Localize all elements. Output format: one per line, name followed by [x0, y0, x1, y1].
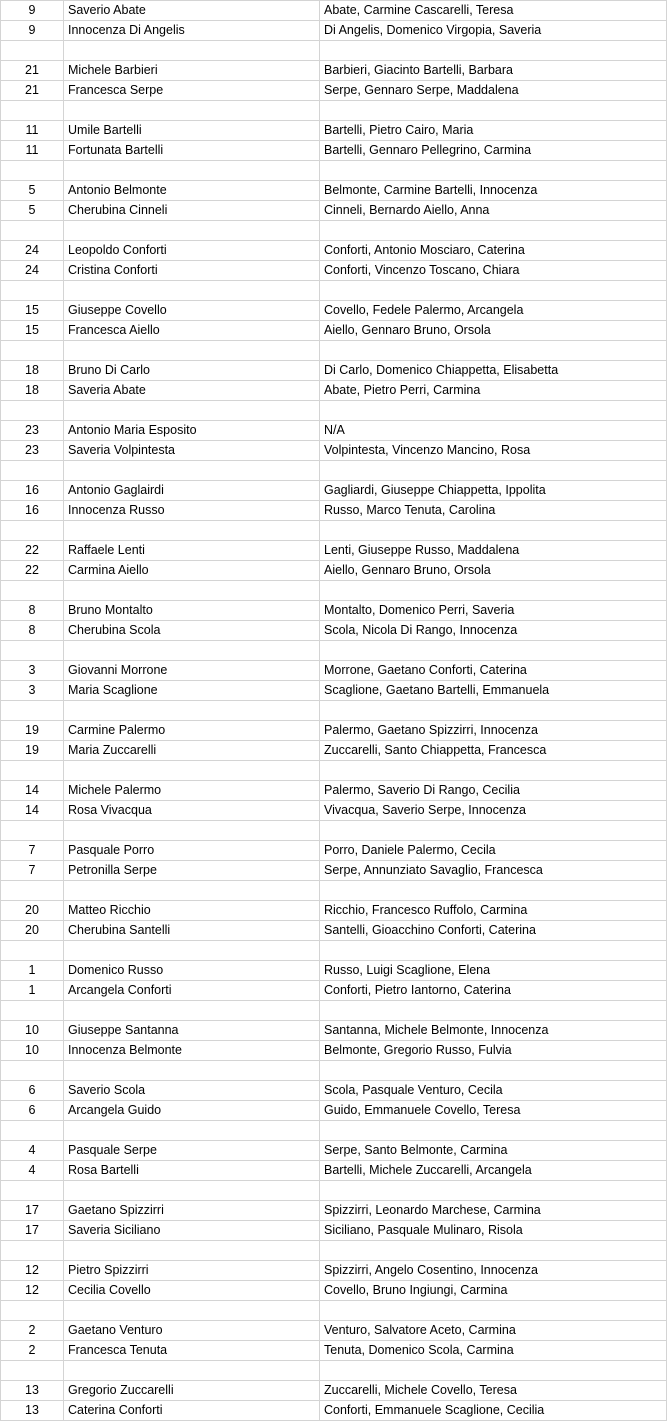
empty-cell[interactable]	[64, 1121, 320, 1141]
record-number-cell[interactable]: 21	[1, 81, 64, 101]
spouse-name-cell[interactable]: Innocenza Belmonte	[64, 1041, 320, 1061]
spouse-name-cell[interactable]: Petronilla Serpe	[64, 861, 320, 881]
record-number-cell[interactable]: 10	[1, 1021, 64, 1041]
parents-cell[interactable]: Santanna, Michele Belmonte, Innocenza	[320, 1021, 667, 1041]
empty-cell[interactable]	[320, 1001, 667, 1021]
empty-separator-row	[1, 1301, 667, 1321]
spouse-name-cell[interactable]: Caterina Conforti	[64, 1401, 320, 1421]
empty-separator-row	[1, 641, 667, 661]
empty-separator-row	[1, 1061, 667, 1081]
record-number-cell[interactable]: 10	[1, 1041, 64, 1061]
spouse-name-cell[interactable]: Arcangela Guido	[64, 1101, 320, 1121]
spouse-name-cell[interactable]: Matteo Ricchio	[64, 901, 320, 921]
spouse-name-cell[interactable]: Pasquale Serpe	[64, 1141, 320, 1161]
spouse-name-cell[interactable]: Rosa Bartelli	[64, 1161, 320, 1181]
empty-cell[interactable]	[64, 1001, 320, 1021]
parents-cell[interactable]: Venturo, Salvatore Aceto, Carmina	[320, 1321, 667, 1341]
empty-cell[interactable]	[1, 821, 64, 841]
empty-cell[interactable]	[320, 1181, 667, 1201]
empty-cell[interactable]	[320, 1301, 667, 1321]
record-number-cell[interactable]: 14	[1, 781, 64, 801]
table-row	[1, 541, 667, 561]
spouse-name-cell[interactable]: Saveria Siciliano	[64, 1221, 320, 1241]
record-number-cell[interactable]: 3	[1, 661, 64, 681]
empty-separator-row	[1, 221, 667, 241]
parents-cell[interactable]: Barbieri, Giacinto Bartelli, Barbara	[320, 61, 667, 81]
empty-cell[interactable]	[64, 461, 320, 481]
parents-cell[interactable]: Lenti, Giuseppe Russo, Maddalena	[320, 541, 667, 561]
parents-cell[interactable]: Palermo, Saverio Di Rango, Cecilia	[320, 781, 667, 801]
record-number-cell[interactable]: 12	[1, 1261, 64, 1281]
parents-cell[interactable]: Zuccarelli, Michele Covello, Teresa	[320, 1381, 667, 1401]
record-number-cell[interactable]: 7	[1, 861, 64, 881]
record-number-cell[interactable]: 11	[1, 121, 64, 141]
record-number-cell[interactable]: 23	[1, 441, 64, 461]
parents-cell[interactable]: Conforti, Antonio Mosciaro, Caterina	[320, 241, 667, 261]
table-row	[1, 1261, 667, 1281]
spouse-name-cell[interactable]: Raffaele Lenti	[64, 541, 320, 561]
empty-cell[interactable]	[320, 1361, 667, 1381]
table-row	[1, 901, 667, 921]
record-number-cell[interactable]: 8	[1, 621, 64, 641]
table-row	[1, 661, 667, 681]
record-number-cell[interactable]: 21	[1, 61, 64, 81]
table-row	[1, 1341, 667, 1361]
empty-separator-row	[1, 41, 667, 61]
spouse-name-cell[interactable]: Antonio Belmonte	[64, 181, 320, 201]
empty-cell[interactable]	[64, 1181, 320, 1201]
record-number-cell[interactable]: 1	[1, 981, 64, 1001]
parents-cell[interactable]: Serpe, Annunziato Savaglio, Francesca	[320, 861, 667, 881]
table-row	[1, 501, 667, 521]
parents-cell[interactable]: Volpintesta, Vincenzo Mancino, Rosa	[320, 441, 667, 461]
parents-cell[interactable]: Covello, Fedele Palermo, Arcangela	[320, 301, 667, 321]
parents-cell[interactable]: Santelli, Gioacchino Conforti, Caterina	[320, 921, 667, 941]
parents-cell[interactable]: Conforti, Pietro Iantorno, Caterina	[320, 981, 667, 1001]
empty-cell[interactable]	[320, 1121, 667, 1141]
spouse-name-cell[interactable]: Giuseppe Santanna	[64, 1021, 320, 1041]
spouse-name-cell[interactable]: Francesca Aiello	[64, 321, 320, 341]
table-row	[1, 621, 667, 641]
empty-cell[interactable]	[64, 641, 320, 661]
table-row	[1, 61, 667, 81]
empty-cell[interactable]	[1, 1181, 64, 1201]
empty-cell[interactable]	[64, 581, 320, 601]
table-row	[1, 201, 667, 221]
record-number-cell[interactable]: 2	[1, 1341, 64, 1361]
empty-separator-row	[1, 161, 667, 181]
empty-cell[interactable]	[1, 221, 64, 241]
table-row	[1, 841, 667, 861]
record-number-cell[interactable]: 17	[1, 1201, 64, 1221]
parents-cell[interactable]: Bartelli, Gennaro Pellegrino, Carmina	[320, 141, 667, 161]
spouse-name-cell[interactable]: Maria Zuccarelli	[64, 741, 320, 761]
empty-cell[interactable]	[1, 881, 64, 901]
table-row	[1, 421, 667, 441]
record-number-cell[interactable]: 14	[1, 801, 64, 821]
record-number-cell[interactable]: 1	[1, 961, 64, 981]
parents-cell[interactable]: Porro, Daniele Palermo, Cecila	[320, 841, 667, 861]
spouse-name-cell[interactable]: Giuseppe Covello	[64, 301, 320, 321]
table-row	[1, 601, 667, 621]
empty-cell[interactable]	[64, 761, 320, 781]
spouse-name-cell[interactable]: Domenico Russo	[64, 961, 320, 981]
empty-cell[interactable]	[1, 701, 64, 721]
table-row	[1, 1401, 667, 1421]
empty-cell[interactable]	[64, 821, 320, 841]
table-row	[1, 241, 667, 261]
empty-cell[interactable]	[64, 881, 320, 901]
spouse-name-cell[interactable]: Giovanni Morrone	[64, 661, 320, 681]
parents-cell[interactable]: Aiello, Gennaro Bruno, Orsola	[320, 321, 667, 341]
record-number-cell[interactable]: 4	[1, 1161, 64, 1181]
record-number-cell[interactable]: 23	[1, 421, 64, 441]
parents-cell[interactable]: Spizzirri, Angelo Cosentino, Innocenza	[320, 1261, 667, 1281]
spouse-name-cell[interactable]: Gaetano Venturo	[64, 1321, 320, 1341]
empty-cell[interactable]	[320, 1061, 667, 1081]
record-number-cell[interactable]: 24	[1, 241, 64, 261]
table-row	[1, 301, 667, 321]
record-number-cell[interactable]: 9	[1, 1, 64, 21]
parents-cell[interactable]: Russo, Luigi Scaglione, Elena	[320, 961, 667, 981]
table-row	[1, 921, 667, 941]
empty-separator-row	[1, 761, 667, 781]
empty-cell[interactable]	[320, 341, 667, 361]
table-row	[1, 981, 667, 1001]
empty-cell[interactable]	[64, 1301, 320, 1321]
record-number-cell[interactable]: 16	[1, 481, 64, 501]
record-number-cell[interactable]: 11	[1, 141, 64, 161]
spouse-name-cell[interactable]: Pasquale Porro	[64, 841, 320, 861]
empty-cell[interactable]	[64, 221, 320, 241]
parents-cell[interactable]: Montalto, Domenico Perri, Saveria	[320, 601, 667, 621]
spouse-name-cell[interactable]: Saverio Abate	[64, 1, 320, 21]
table-row	[1, 861, 667, 881]
spouse-name-cell[interactable]: Cristina Conforti	[64, 261, 320, 281]
parents-cell[interactable]: Aiello, Gennaro Bruno, Orsola	[320, 561, 667, 581]
empty-cell[interactable]	[1, 1061, 64, 1081]
spouse-name-cell[interactable]: Innocenza Di Angelis	[64, 21, 320, 41]
record-number-cell[interactable]: 7	[1, 841, 64, 861]
parents-cell[interactable]: Scola, Nicola Di Rango, Innocenza	[320, 621, 667, 641]
table-row	[1, 801, 667, 821]
record-number-cell[interactable]: 4	[1, 1141, 64, 1161]
spouse-name-cell[interactable]: Antonio Maria Esposito	[64, 421, 320, 441]
table-row	[1, 1281, 667, 1301]
record-number-cell[interactable]: 19	[1, 741, 64, 761]
record-number-cell[interactable]: 13	[1, 1381, 64, 1401]
record-number-cell[interactable]: 6	[1, 1101, 64, 1121]
spouse-name-cell[interactable]: Arcangela Conforti	[64, 981, 320, 1001]
empty-cell[interactable]	[1, 521, 64, 541]
empty-separator-row	[1, 941, 667, 961]
parents-cell[interactable]: Morrone, Gaetano Conforti, Caterina	[320, 661, 667, 681]
record-number-cell[interactable]: 2	[1, 1321, 64, 1341]
empty-cell[interactable]	[64, 161, 320, 181]
empty-separator-row	[1, 461, 667, 481]
empty-cell[interactable]	[320, 521, 667, 541]
parents-cell[interactable]: Tenuta, Domenico Scola, Carmina	[320, 1341, 667, 1361]
table-row	[1, 1221, 667, 1241]
spouse-name-cell[interactable]: Innocenza Russo	[64, 501, 320, 521]
parents-cell[interactable]: Russo, Marco Tenuta, Carolina	[320, 501, 667, 521]
spouse-name-cell[interactable]: Antonio Gaglairdi	[64, 481, 320, 501]
record-number-cell[interactable]: 9	[1, 21, 64, 41]
table-row	[1, 561, 667, 581]
parents-cell[interactable]: Zuccarelli, Santo Chiappetta, Francesca	[320, 741, 667, 761]
spouse-name-cell[interactable]: Saverio Scola	[64, 1081, 320, 1101]
empty-cell[interactable]	[1, 941, 64, 961]
table-row	[1, 1, 667, 21]
spouse-name-cell[interactable]: Cherubina Cinneli	[64, 201, 320, 221]
parents-cell[interactable]: Siciliano, Pasquale Mulinaro, Risola	[320, 1221, 667, 1241]
parents-cell[interactable]: Spizzirri, Leonardo Marchese, Carmina	[320, 1201, 667, 1221]
empty-separator-row	[1, 881, 667, 901]
empty-cell[interactable]	[64, 1061, 320, 1081]
parents-cell[interactable]: Ricchio, Francesco Ruffolo, Carmina	[320, 901, 667, 921]
empty-cell[interactable]	[1, 41, 64, 61]
table-row	[1, 81, 667, 101]
record-number-cell[interactable]: 17	[1, 1221, 64, 1241]
empty-separator-row	[1, 1241, 667, 1261]
empty-cell[interactable]	[320, 881, 667, 901]
parents-cell[interactable]: Conforti, Vincenzo Toscano, Chiara	[320, 261, 667, 281]
empty-cell[interactable]	[320, 281, 667, 301]
record-number-cell[interactable]: 22	[1, 541, 64, 561]
empty-cell[interactable]	[64, 941, 320, 961]
table-row	[1, 141, 667, 161]
empty-cell[interactable]	[1, 101, 64, 121]
empty-cell[interactable]	[1, 1241, 64, 1261]
empty-cell[interactable]	[1, 461, 64, 481]
table-row	[1, 1381, 667, 1401]
parents-cell[interactable]: Conforti, Emmanuele Scaglione, Cecilia	[320, 1401, 667, 1421]
record-number-cell[interactable]: 12	[1, 1281, 64, 1301]
table-row	[1, 721, 667, 741]
spouse-name-cell[interactable]: Bruno Di Carlo	[64, 361, 320, 381]
empty-separator-row	[1, 1181, 667, 1201]
spreadsheet-body	[1, 1, 667, 1421]
empty-cell[interactable]	[320, 761, 667, 781]
record-number-cell[interactable]: 18	[1, 361, 64, 381]
empty-separator-row	[1, 1121, 667, 1141]
empty-cell[interactable]	[1, 1361, 64, 1381]
table-row	[1, 1041, 667, 1061]
empty-cell[interactable]	[320, 1241, 667, 1261]
parents-cell[interactable]: Guido, Emmanuele Covello, Teresa	[320, 1101, 667, 1121]
record-number-cell[interactable]: 6	[1, 1081, 64, 1101]
empty-cell[interactable]	[320, 221, 667, 241]
parents-cell[interactable]: Bartelli, Pietro Cairo, Maria	[320, 121, 667, 141]
empty-cell[interactable]	[64, 101, 320, 121]
parents-cell[interactable]: Belmonte, Carmine Bartelli, Innocenza	[320, 181, 667, 201]
spouse-name-cell[interactable]: Umile Bartelli	[64, 121, 320, 141]
parents-cell[interactable]: Scola, Pasquale Venturo, Cecila	[320, 1081, 667, 1101]
empty-separator-row	[1, 341, 667, 361]
empty-cell[interactable]	[320, 461, 667, 481]
spouse-name-cell[interactable]: Saveria Abate	[64, 381, 320, 401]
spouse-name-cell[interactable]: Gaetano Spizzirri	[64, 1201, 320, 1221]
empty-cell[interactable]	[1, 161, 64, 181]
spouse-name-cell[interactable]: Carmine Palermo	[64, 721, 320, 741]
table-row	[1, 21, 667, 41]
table-row	[1, 741, 667, 761]
empty-separator-row	[1, 701, 667, 721]
spouse-name-cell[interactable]: Bruno Montalto	[64, 601, 320, 621]
record-number-cell[interactable]: 5	[1, 201, 64, 221]
spouse-name-cell[interactable]: Cherubina Santelli	[64, 921, 320, 941]
table-row	[1, 441, 667, 461]
empty-cell[interactable]	[1, 281, 64, 301]
empty-separator-row	[1, 1001, 667, 1021]
spouse-name-cell[interactable]: Rosa Vivacqua	[64, 801, 320, 821]
parents-cell[interactable]: N/A	[320, 421, 667, 441]
empty-separator-row	[1, 821, 667, 841]
spouse-name-cell[interactable]: Gregorio Zuccarelli	[64, 1381, 320, 1401]
empty-cell[interactable]	[1, 581, 64, 601]
empty-cell[interactable]	[1, 1121, 64, 1141]
spouse-name-cell[interactable]: Leopoldo Conforti	[64, 241, 320, 261]
empty-cell[interactable]	[320, 41, 667, 61]
empty-cell[interactable]	[64, 341, 320, 361]
table-row	[1, 681, 667, 701]
empty-cell[interactable]	[64, 41, 320, 61]
table-row	[1, 1081, 667, 1101]
record-number-cell[interactable]: 15	[1, 301, 64, 321]
empty-separator-row	[1, 281, 667, 301]
spouse-name-cell[interactable]: Francesca Serpe	[64, 81, 320, 101]
parents-cell[interactable]: Belmonte, Gregorio Russo, Fulvia	[320, 1041, 667, 1061]
empty-separator-row	[1, 581, 667, 601]
parents-cell[interactable]: Serpe, Santo Belmonte, Carmina	[320, 1141, 667, 1161]
table-row	[1, 1141, 667, 1161]
record-number-cell[interactable]: 22	[1, 561, 64, 581]
empty-separator-row	[1, 1361, 667, 1381]
empty-cell[interactable]	[1, 401, 64, 421]
record-number-cell[interactable]: 3	[1, 681, 64, 701]
record-number-cell[interactable]: 18	[1, 381, 64, 401]
empty-cell[interactable]	[1, 761, 64, 781]
parents-cell[interactable]: Serpe, Gennaro Serpe, Maddalena	[320, 81, 667, 101]
parents-cell[interactable]: Covello, Bruno Ingiungi, Carmina	[320, 1281, 667, 1301]
empty-cell[interactable]	[320, 401, 667, 421]
empty-cell[interactable]	[1, 341, 64, 361]
empty-separator-row	[1, 401, 667, 421]
spouse-name-cell[interactable]: Michele Barbieri	[64, 61, 320, 81]
empty-cell[interactable]	[64, 281, 320, 301]
table-row	[1, 1021, 667, 1041]
record-number-cell[interactable]: 5	[1, 181, 64, 201]
empty-cell[interactable]	[64, 701, 320, 721]
table-row	[1, 1201, 667, 1221]
empty-cell[interactable]	[1, 1301, 64, 1321]
empty-cell[interactable]	[320, 641, 667, 661]
record-number-cell[interactable]: 24	[1, 261, 64, 281]
spouse-name-cell[interactable]: Saveria Volpintesta	[64, 441, 320, 461]
spouse-name-cell[interactable]: Fortunata Bartelli	[64, 141, 320, 161]
record-number-cell[interactable]: 13	[1, 1401, 64, 1421]
empty-separator-row	[1, 521, 667, 541]
empty-cell[interactable]	[320, 941, 667, 961]
empty-cell[interactable]	[320, 161, 667, 181]
record-number-cell[interactable]: 19	[1, 721, 64, 741]
parents-cell[interactable]: Di Angelis, Domenico Virgopia, Saveria	[320, 21, 667, 41]
table-row	[1, 381, 667, 401]
empty-cell[interactable]	[1, 641, 64, 661]
empty-cell[interactable]	[320, 581, 667, 601]
empty-cell[interactable]	[1, 1001, 64, 1021]
parents-cell[interactable]: Vivacqua, Saverio Serpe, Innocenza	[320, 801, 667, 821]
parents-cell[interactable]: Abate, Pietro Perri, Carmina	[320, 381, 667, 401]
record-number-cell[interactable]: 16	[1, 501, 64, 521]
parents-cell[interactable]: Cinneli, Bernardo Aiello, Anna	[320, 201, 667, 221]
empty-cell[interactable]	[64, 1361, 320, 1381]
empty-cell[interactable]	[320, 701, 667, 721]
table-row	[1, 261, 667, 281]
spouse-name-cell[interactable]: Francesca Tenuta	[64, 1341, 320, 1361]
record-number-cell[interactable]: 20	[1, 901, 64, 921]
table-row	[1, 1101, 667, 1121]
table-row	[1, 181, 667, 201]
parents-cell[interactable]: Bartelli, Michele Zuccarelli, Arcangela	[320, 1161, 667, 1181]
table-row	[1, 481, 667, 501]
spouse-name-cell[interactable]: Cherubina Scola	[64, 621, 320, 641]
table-row	[1, 121, 667, 141]
record-number-cell[interactable]: 20	[1, 921, 64, 941]
spouse-name-cell[interactable]: Michele Palermo	[64, 781, 320, 801]
spouse-name-cell[interactable]: Carmina Aiello	[64, 561, 320, 581]
table-row	[1, 781, 667, 801]
record-number-cell[interactable]: 15	[1, 321, 64, 341]
empty-cell[interactable]	[64, 1241, 320, 1261]
empty-cell[interactable]	[320, 821, 667, 841]
parents-cell[interactable]: Gagliardi, Giuseppe Chiappetta, Ippolita	[320, 481, 667, 501]
empty-cell[interactable]	[64, 521, 320, 541]
parents-cell[interactable]: Palermo, Gaetano Spizzirri, Innocenza	[320, 721, 667, 741]
spouse-name-cell[interactable]: Pietro Spizzirri	[64, 1261, 320, 1281]
record-number-cell[interactable]: 8	[1, 601, 64, 621]
table-row	[1, 1161, 667, 1181]
empty-cell[interactable]	[320, 101, 667, 121]
table-row	[1, 1321, 667, 1341]
table-row	[1, 321, 667, 341]
parents-cell[interactable]: Abate, Carmine Cascarelli, Teresa	[320, 1, 667, 21]
parents-cell[interactable]: Di Carlo, Domenico Chiappetta, Elisabetta	[320, 361, 667, 381]
table-row	[1, 361, 667, 381]
table-row	[1, 961, 667, 981]
empty-cell[interactable]	[64, 401, 320, 421]
spouse-name-cell[interactable]: Cecilia Covello	[64, 1281, 320, 1301]
spouse-name-cell[interactable]: Maria Scaglione	[64, 681, 320, 701]
parents-cell[interactable]: Scaglione, Gaetano Bartelli, Emmanuela	[320, 681, 667, 701]
empty-separator-row	[1, 101, 667, 121]
